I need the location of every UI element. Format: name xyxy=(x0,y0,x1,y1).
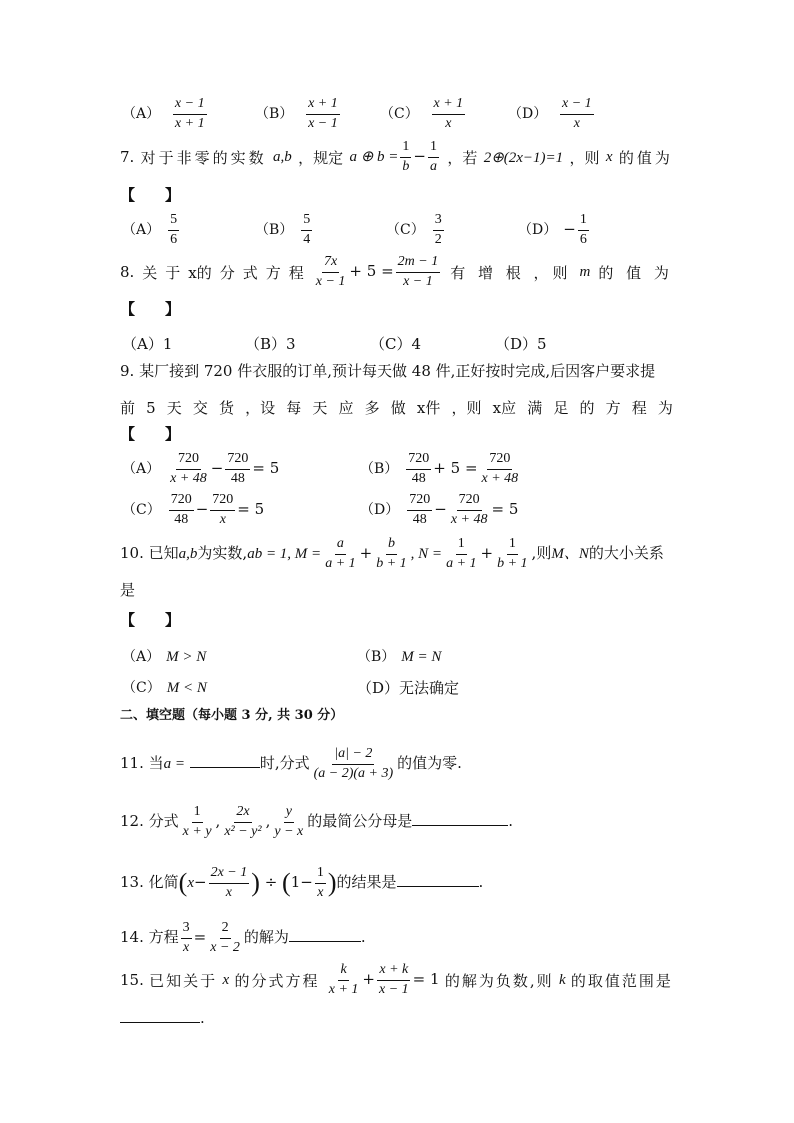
answer-blank[interactable] xyxy=(190,755,260,768)
fraction: $\frac{720}{48}$ xyxy=(408,451,430,486)
answer-blank[interactable] xyxy=(412,813,508,826)
question-13: 13. 化简(x− $\frac{2x - 1}{x}$ ) ÷ (1− $\frac{1}{x}$ )的结果是 . xyxy=(120,865,484,900)
fraction: $\frac{720}{48}$ xyxy=(170,492,192,527)
fraction: $\frac{1}{b + 1}$ xyxy=(497,536,528,571)
answer-bracket: 【 】 xyxy=(120,186,181,204)
fraction: $\frac{720}{x + 48}$ xyxy=(481,451,519,486)
fraction: $\frac{3}{2}$ xyxy=(434,212,442,247)
q7-option-a: （A） $\frac{5}{6}$ xyxy=(122,212,178,247)
fraction: $\frac{2}{x - 2}$ xyxy=(210,920,240,955)
q8-option-b: （B）3 xyxy=(245,335,296,353)
fraction: $\frac{1}{6}$ xyxy=(579,212,587,247)
q6-option-c: （C） $\frac{x + 1}{x}$ xyxy=(380,96,464,131)
answer-blank[interactable] xyxy=(120,1010,200,1023)
fraction: $\frac{2x - 1}{x}$ xyxy=(210,865,248,900)
question-8: 8. 关 于 x的 分 式 方 程 $\frac{7x}{x - 1}$ + 5 = $\frac{2m - 1}{x - 1}$ 有 增 根 ，则 m 的 值 为 xyxy=(120,254,673,289)
answer-bracket: 【 】 xyxy=(120,611,181,629)
answer-bracket: 【 】 xyxy=(120,425,181,443)
fraction: $\frac{x - 1}{x + 1}$ xyxy=(174,96,205,131)
q7-option-b: （B） $\frac{5}{4}$ xyxy=(255,212,311,247)
q10-option-d: （D）无法确定 xyxy=(357,679,460,697)
fraction: $\frac{x - 1}{x}$ xyxy=(562,96,592,131)
q9-option-d: （D） $\frac{720}{48}$ − $\frac{720}{x + 48}$ = 5 xyxy=(360,492,519,527)
question-14: 14. 方程 $\frac{3}{x}$ = $\frac{2}{x - 2}$ 的解为 . xyxy=(120,920,366,955)
fraction: $\frac{x + 1}{x}$ xyxy=(433,96,464,131)
fraction: $\frac{k}{x + 1}$ xyxy=(328,962,359,997)
question-10: 10. 已知a,b为实数,ab = 1, M = $\frac{a}{a + 1}$ + $\frac{b}{b + 1}$ , N = $\frac{1}{a + 1}$ + $\frac{1}{b + 1}$ ,则M、N的大小关系 xyxy=(120,536,664,571)
fraction: $\frac{3}{x}$ xyxy=(182,920,190,955)
answer-blank[interactable] xyxy=(289,929,361,942)
fraction: $\frac{720}{48}$ xyxy=(409,492,431,527)
question-10-line-2: 是 xyxy=(120,581,136,599)
q10-option-c: （C） M < N xyxy=(122,680,207,696)
fraction: $\frac{1}{a}$ xyxy=(430,139,437,174)
question-15-line-2: . xyxy=(120,1010,205,1026)
fraction: $\frac{720}{x + 48}$ xyxy=(450,492,488,527)
fraction: $\frac{b}{b + 1}$ xyxy=(376,536,407,571)
q7-option-d: （D） − $\frac{1}{6}$ xyxy=(518,212,587,247)
fraction: $\frac{720}{48}$ xyxy=(227,451,249,486)
fraction: $\frac{5}{4}$ xyxy=(303,212,311,247)
fraction: $\frac{x + 1}{x - 1}$ xyxy=(308,96,338,131)
question-9-line-2: 前 5 天 交 货 ，设 每 天 应 多 做 x件 ，则 x应 满 足 的 方 程 为 xyxy=(120,398,673,417)
q10-option-b: （B） M = N xyxy=(357,649,442,665)
q8-option-c: （C）4 xyxy=(370,335,422,353)
fraction: $\frac{2x}{\text{x² − y²}}$ xyxy=(224,804,262,839)
fraction: $\frac{|a| - 2}{(a - 2)(a + 3)}$ xyxy=(313,746,394,781)
question-11: 11. 当a = 时,分式 $\frac{|a| - 2}{(a - 2)(a + 3)}$ 的值为零. xyxy=(120,746,462,781)
question-9-line-1: 9. 某厂接到 720 件衣服的订单,预计每天做 48 件,正好按时完成,后因客户要求提 xyxy=(120,362,656,380)
fraction: $\frac{7x}{x - 1}$ xyxy=(315,254,346,289)
answer-blank[interactable] xyxy=(397,874,479,887)
q6-option-b: （B） $\frac{x + 1}{x - 1}$ xyxy=(255,96,338,131)
q8-option-d: （D）5 xyxy=(495,335,547,353)
fraction: $\frac{1}{b}$ xyxy=(402,139,410,174)
q9-option-c: （C） $\frac{720}{48}$ − $\frac{720}{x}$ = 5 xyxy=(122,492,265,527)
q10-option-a: （A） M > N xyxy=(122,649,207,665)
fraction: $\frac{1}{x}$ xyxy=(316,865,324,900)
fraction: $\frac{5}{6}$ xyxy=(170,212,178,247)
q6-option-a: （A） $\frac{x - 1}{x + 1}$ xyxy=(122,96,205,131)
answer-bracket: 【 】 xyxy=(120,300,181,318)
q9-option-b: （B） $\frac{720}{48}$ + 5 = $\frac{720}{x + 48}$ xyxy=(360,451,519,486)
section-heading: 二、填空题（每小题 3 分, 共 30 分） xyxy=(120,708,344,723)
q9-option-a: （A） $\frac{720}{x + 48}$ − $\frac{720}{48}$ = 5 xyxy=(122,451,280,486)
fraction: $\frac{720}{x}$ xyxy=(212,492,234,527)
question-12: 12. 分式 $\frac{1}{x + y}$ , $\frac{2x}{\text{x² − y²}}$ , $\frac{y}{y - x}$ 的最简公分母是 . xyxy=(120,804,514,839)
fraction: $\frac{y}{y - x}$ xyxy=(274,804,304,839)
question-7: 7. 对于非零的实数 a,b ，规定 a ⊕ b = $\frac{1}{b}$ − $\frac{1}{a}$ ，若 2⊕(2x−1)=1 ，则 x 的值为 xyxy=(120,139,673,174)
fraction: $\frac{720}{x + 48}$ xyxy=(170,451,207,486)
fraction: $\frac{1}{a + 1}$ xyxy=(446,536,477,571)
question-15: 15. 已知关于 x 的分式方程 $\frac{k}{x + 1}$ + $\frac{x + k}{x - 1}$ = 1 的解为负数,则 k 的取值范围是 xyxy=(120,962,673,997)
fraction: $\frac{2m - 1}{x - 1}$ xyxy=(397,254,439,289)
q8-option-a: （A）1 xyxy=(122,335,173,353)
fraction: $\frac{1}{x + y}$ xyxy=(182,804,212,839)
fraction: $\frac{x + k}{x - 1}$ xyxy=(379,962,409,997)
q6-option-d: （D） $\frac{x - 1}{x}$ xyxy=(508,96,592,131)
fraction: $\frac{a}{a + 1}$ xyxy=(325,536,356,571)
q7-option-c: （C） $\frac{3}{2}$ xyxy=(386,212,442,247)
